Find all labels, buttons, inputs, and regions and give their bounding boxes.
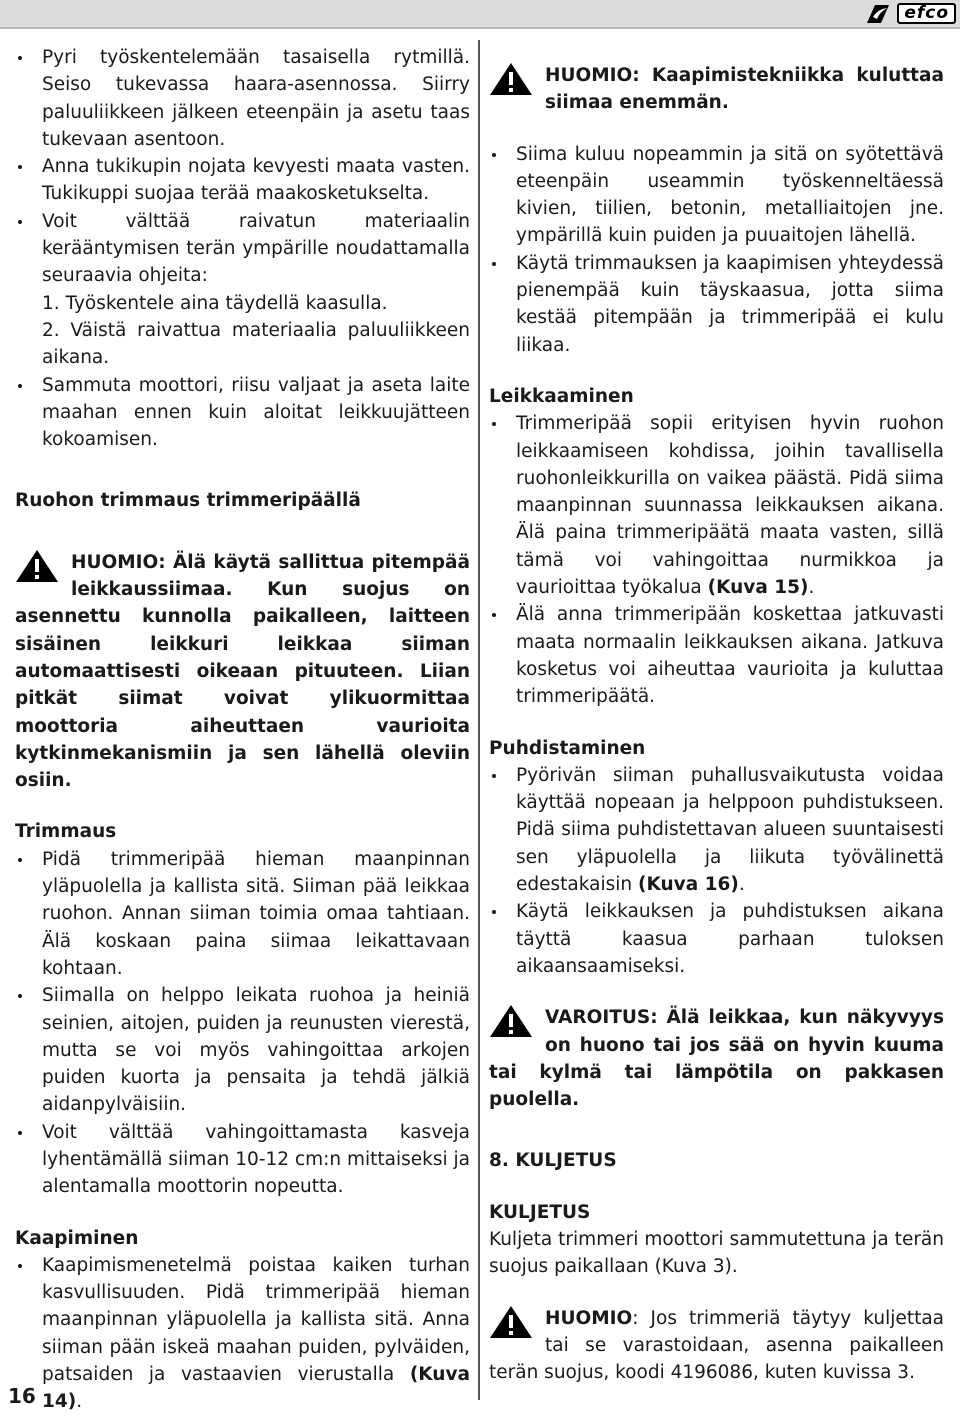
- section-title-leikkaaminen: Leikkaaminen: [489, 385, 634, 407]
- warning-triangle-icon: [15, 549, 59, 583]
- section-title-trimmaus: Trimmaus: [15, 821, 117, 843]
- figure-reference: (Kuva 16): [638, 874, 739, 896]
- wear-list: [489, 141, 944, 359]
- subsection-title-kuljetus: KULJETUS: [489, 1201, 591, 1223]
- warning-label: HUOMIO: [545, 1307, 633, 1329]
- list-item: Sammuta moottori, riisu valjaat ja aseta laite maahan ennen kuin aloitat leikkuujätteen kokoamisen.: [15, 372, 470, 454]
- warning-text: VAROITUS: Älä leikkaa, kun näkyvyys on huono tai jos sää on hyvin kuuma tai kylmä tai lämpötila on pakkasen puolella.: [489, 1007, 944, 1111]
- list-item: [15, 1252, 470, 1416]
- list-item: [489, 762, 944, 898]
- intro-list: [15, 44, 470, 290]
- warning-triangle-icon: [489, 1305, 533, 1339]
- brand-name: efco: [897, 3, 956, 24]
- list-item: Älä anna trimmeripään koskettaa jatkuvasti maata normaalin leikkauksen aikana. Jatkuva kosketus voi aiheuttaa vaurioita ja kuluttaa trimmeripäätä.: [489, 601, 944, 710]
- warning-block: [489, 1305, 944, 1387]
- page-number: 16: [8, 1384, 36, 1408]
- brand-logo: [863, 2, 956, 25]
- item-end: .: [738, 874, 745, 896]
- item-text: Pyörivän siiman puhallusvaikutusta voidaa käyttää nopeaan ja helppoon puhdistukseen. Pidä siima puhdistettavan alueen suuntaisesti sen yläpuolella ja liikuta työvälinettä edestakaisin: [516, 764, 944, 896]
- transport-text: Kuljeta trimmeri moottori sammutettuna ja terän suojus paikallaan (Kuva 3).: [489, 1228, 944, 1278]
- efco-logo-icon: [863, 3, 893, 25]
- column-divider: [478, 40, 480, 1400]
- item-end: .: [76, 1391, 83, 1413]
- list-item: Käytä trimmauksen ja kaapimisen yhteydessä pienempää kuin täyskaasua, jotta siima kestää pitempään ja trimmeripää ei kulu liikaa.: [489, 250, 944, 359]
- right-column: [489, 44, 944, 1386]
- list-item: [489, 410, 944, 601]
- section-title-kaapiminen: Kaapiminen: [15, 1227, 139, 1249]
- warning-text: : Jos trimmeriä täytyy kuljettaa tai se varastoidaan, asenna paikalleen terän suojus, koodi 4196086, kuten kuvissa 3.: [489, 1307, 944, 1384]
- numbered-step: 1. Työskentele aina täydellä kaasulla.: [42, 292, 388, 314]
- list-item: Pyri työskentelemään tasaisella rytmillä. Seiso tukevassa haara-asennossa. Siirry paluuliikkeen jälkeen eteenpäin ja asetu taas tukevaan asentoon.: [15, 44, 470, 153]
- warning-block: [15, 549, 470, 795]
- intro-list-end: [15, 372, 470, 454]
- left-column: [15, 44, 470, 1416]
- section-title-puhdistaminen: Puhdistaminen: [489, 737, 646, 759]
- item-text: Trimmeripää sopii erityisen hyvin ruohon leikkaamiseen kohdissa, joihin tavallisella ruohonleikkurilla on vaikea päästä. Pidä siima maanpinnan suunnassa leikkauksen aikana. Älä paina trimmeripäätä maata vasten, sillä tämä voi vahingoittaa nurmikkoa ja vaurioittaa työkalua: [516, 413, 944, 599]
- warning-triangle-icon: [489, 1004, 533, 1038]
- list-item: Voit välttää raivatun materiaalin kerääntymisen terän ympärille noudattamalla seuraavia ohjeita:: [15, 208, 470, 290]
- list-item: Käytä leikkauksen ja puhdistuksen aikana täyttä kaasua parhaan tuloksen aikaansaamiseksi.: [489, 898, 944, 980]
- warning-text: HUOMIO: Älä käytä sallittua pitempää leikkaussiimaa. Kun suojus on asennettu kunnolla paikalleen, laitteen sisäinen leikkuri leikkaa siiman automaattisesti oikeaan pituuteen. Liian pitkät siimat voivat ylikuormittaa moottoria aiheuttaen vaurioita kytkinmekanismiin ja sen lähellä oleviin osiin.: [15, 551, 470, 792]
- warning-triangle-icon: [489, 62, 533, 96]
- warning-text: HUOMIO: Kaapimistekniikka kuluttaa siimaa enemmän.: [545, 65, 944, 114]
- kaapiminen-list: [15, 1252, 470, 1416]
- section-title-transport: 8. KULJETUS: [489, 1150, 617, 1172]
- header-bar: [0, 0, 960, 29]
- list-item: Anna tukikupin nojata kevyesti maata vasten. Tukikuppi suojaa terää maakosketukselta.: [15, 153, 470, 208]
- figure-reference: (Kuva 15): [707, 577, 809, 599]
- trimmaus-list: [15, 846, 470, 1201]
- section-title-trimming: Ruohon trimmaus trimmeripäällä: [15, 490, 361, 512]
- figure-reference: (Kuva 14): [42, 1364, 470, 1413]
- item-text: Kaapimismenetelmä poistaa kaiken turhan kasvullisuuden. Pidä trimmeripää hieman maanpinnan yläpuolella ja kallista sitä. Anna siiman pään iskeä maahan puiden, pylväiden, patsaiden ja vastaavien vierustalla: [42, 1254, 470, 1386]
- list-item: Siimalla on helppo leikata ruohoa ja heiniä seinien, aitojen, puiden ja reunusten vierestä, mutta se voi myös vahingoittaa arkojen puiden kuorta ja pensaita ja tehdä jälkiä aidanpylväisiin.: [15, 982, 470, 1118]
- list-item: Siima kuluu nopeammin ja sitä on syötettävä eteenpäin useammin työskenneltäessä kivien, tiilien, betonin, metalliaitojen jne. ympärillä kuin puiden ja puuaitojen lähellä.: [489, 141, 944, 250]
- puhdistaminen-list: [489, 762, 944, 980]
- list-item: Voit välttää vahingoittamasta kasveja lyhentämällä siiman 10-12 cm:n mittaiseksi ja alentamalla moottorin nopeutta.: [15, 1119, 470, 1201]
- numbered-step: 2. Väistä raivattua materiaalia paluuliikkeen aikana.: [42, 319, 470, 369]
- item-end: .: [808, 577, 815, 599]
- warning-block: [489, 62, 944, 117]
- list-item: Pidä trimmeripää hieman maanpinnan yläpuolella ja kallista sitä. Siiman pää leikkaa ruohon. Annan siiman toimia omaa tahtiaan. Älä koskaan paina siimaa leikattavaan kohtaan.: [15, 846, 470, 982]
- leikkaaminen-list: [489, 410, 944, 710]
- warning-block: [489, 1004, 944, 1113]
